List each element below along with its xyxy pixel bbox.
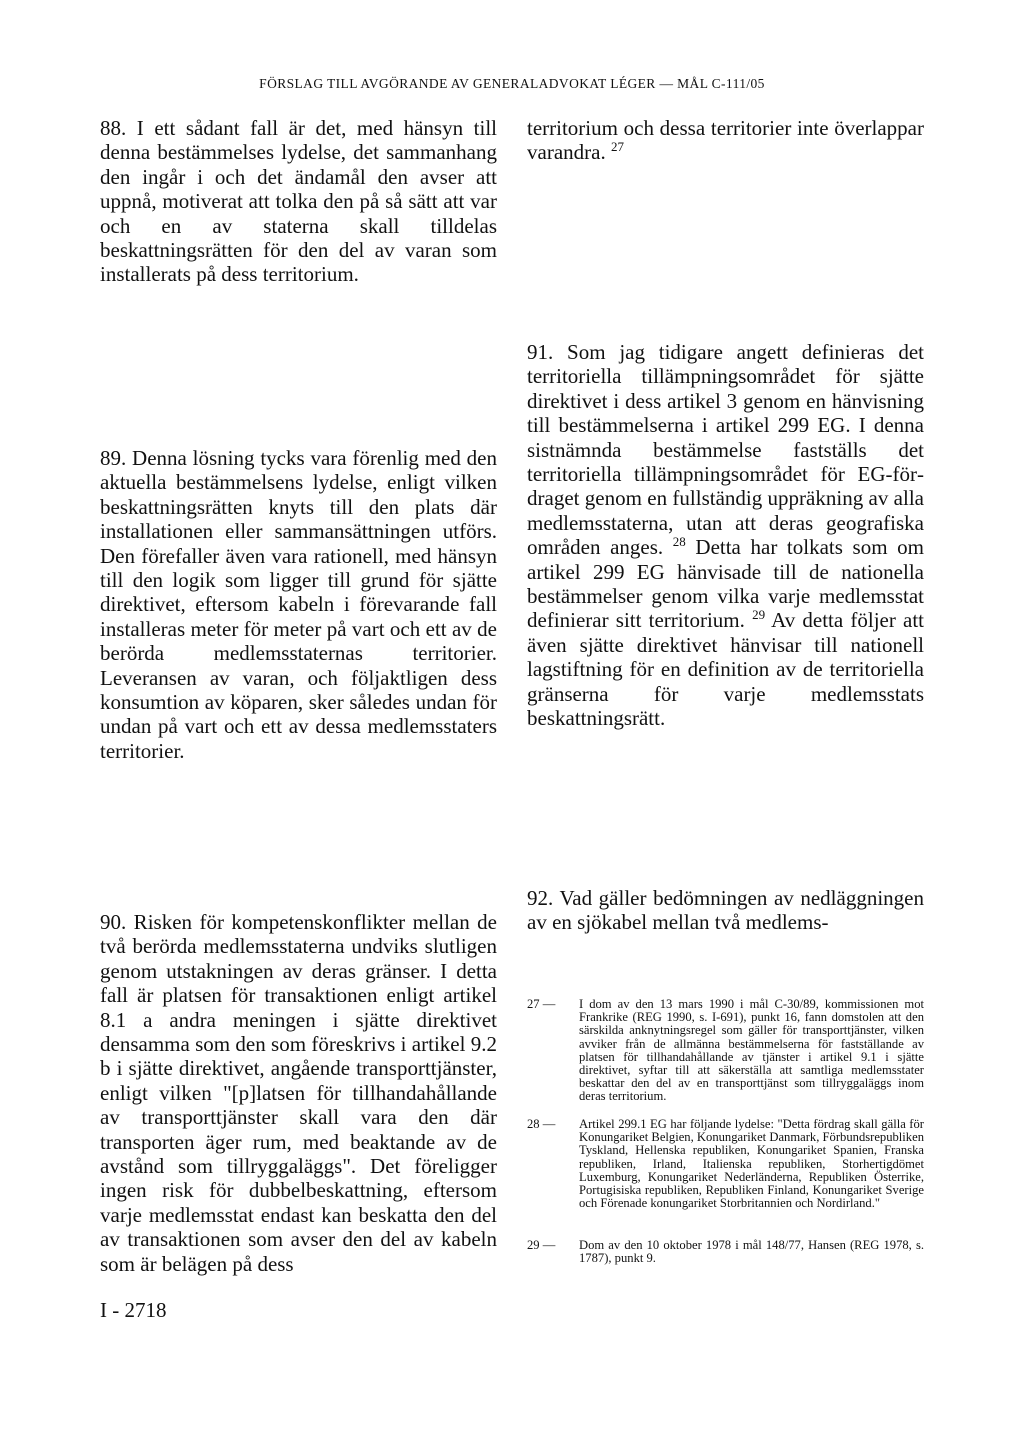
paragraph-90: 90. Risken för kompetenskonflikter mellan de två berörda medlemsstaterna undviks slutligen genom utstakningen av deras gränser. I detta fall är platsen för transaktionen enligt artikel 8.1 a andra meningen i sjätte direktivet densamma som den som föreskrivs i artikel 9.2 b i sjätte direktivet, angående transporttjänster, enligt vilken "[p]latsen för tillhandahållande av transporttjänster skall vara den där transporten äger rum, med beaktande av de avstånd som tillryggaläggs". Det föreligger ingen risk för dubbelbeskattning, eftersom varje medlemsstat endast kan beskatta den del av transaktionen som avser den del av kabeln som är belägen på dess — [100, 910, 497, 1276]
footnote-number: 27 — — [527, 997, 556, 1011]
paragraph-90-continued-text: territorium och dessa territorier inte överlappar varandra. — [527, 116, 924, 165]
paragraph-91 — [527, 340, 924, 731]
footnote-27 — [527, 998, 924, 1104]
paragraph-90-continued — [527, 116, 924, 165]
footnote-text: Dom av den 10 oktober 1978 i mål 148/77, Hansen (REG 1978, s. 1787), punkt 9. — [579, 1238, 924, 1266]
paragraph-89: 89. Denna lösning tycks vara förenlig med den aktuella bestämmelsens lydelse, enligt vilken beskattningsrätten knyts till den plats där installationen eller sammansättningen utförs. Den förefaller även vara rationell, med hänsyn till den logik som ligger till grund för sjätte direktivet, eftersom kabeln i förevarande fall installeras meter för meter på vart och ett av de berörda medlemsstaternas territorier. Leveransen av varan, och följaktligen dess konsumtion av köparen, sker således undan för undan på vart och ett av dessa medlemsstaters territorier. — [100, 446, 497, 763]
footnote-number: 28 — — [527, 1117, 556, 1131]
footnote-text: Artikel 299.1 EG har följande lydelse: "Detta fördrag skall gälla för Konungariket Belgien, Konungariket Danmark, Förbundsrepubliken Tyskland, Hellenska republiken, Konungariket Spanien, Franska republiken, Irland, Italienska republiken, Storhertigdömet Luxemburg, Konungariket Nederländerna, Republiken Österrike, Portugisiska republiken, Republiken Finland, Konungariket Sverige och Förenade konungariket Storbritannien och Nordirland." — [579, 1117, 924, 1211]
paragraph-92: 92. Vad gäller bedömningen av nedläggningen av en sjökabel mellan två medlems- — [527, 886, 924, 935]
paragraph-91-part-b: Detta har tolkats som om artikel 299 EG hänvisade till de nationella bestämmelser genom vilka varje medlemsstat definierar sitt territorium. — [527, 535, 924, 633]
footnote-text: I dom av den 13 mars 1990 i mål C-30/89, kommissionen mot Frankrike (REG 1990, s. I-691), punkt 16, fann domstolen att den särskilda anknytningsregel som gäller för transporttjänster, vilken avviker från de allmänna bestämmelserna för fastställande av platsen för tillhandahållande av tjänster i artikel 9.1 i sjätte direktivet, syftar till att säkerställa att samtliga medlemsstater beskattar den del av en transporttjänst som tillryggaläggs inom deras territorium. — [579, 997, 924, 1104]
running-header: FÖRSLAG TILL AVGÖRANDE AV GENERALADVOKAT LÉGER — MÅL C-111/05 — [259, 76, 765, 91]
footnote-28 — [527, 1118, 924, 1210]
footnote-ref-27: 27 — [610, 139, 624, 155]
paragraph-91-part-a: 91. Som jag tidigare angett definieras det territoriella tillämpningsområdet för sjätte direktivet i dess artikel 3 genom en hänvisning till bestämmelserna i artikel 299 EG. I denna sistnämnda bestämmelse fastställs det territoriella tillämpningsområdet för EG-fördraget genom en fullständig uppräkning av alla medlemsstaterna, utan att deras geografiska områden anges. — [527, 340, 924, 560]
footnote-number: 29 — — [527, 1238, 556, 1252]
footnote-ref-28: 28 — [672, 534, 686, 550]
footnote-ref-29: 29 — [752, 607, 766, 623]
page-number: I - 2718 — [100, 1298, 167, 1322]
paragraph-88: 88. I ett sådant fall är det, med hänsyn till denna bestämmelses lydelse, det sammanhang den ingår i och det ändamål den avser att uppnå, motiverat att tolka den på så sätt att var och en av staterna skall tilldelas beskattningsrätten för den del av varan som installerats på dess territorium. — [100, 116, 497, 287]
paragraph-91-part-c: Av detta följer att även sjätte direktivet hänvisar till nationell lagstiftning för en definition av de territoriella gränserna för varje medlemsstats beskattningsrätt. — [527, 608, 925, 731]
footnote-29 — [527, 1239, 924, 1265]
